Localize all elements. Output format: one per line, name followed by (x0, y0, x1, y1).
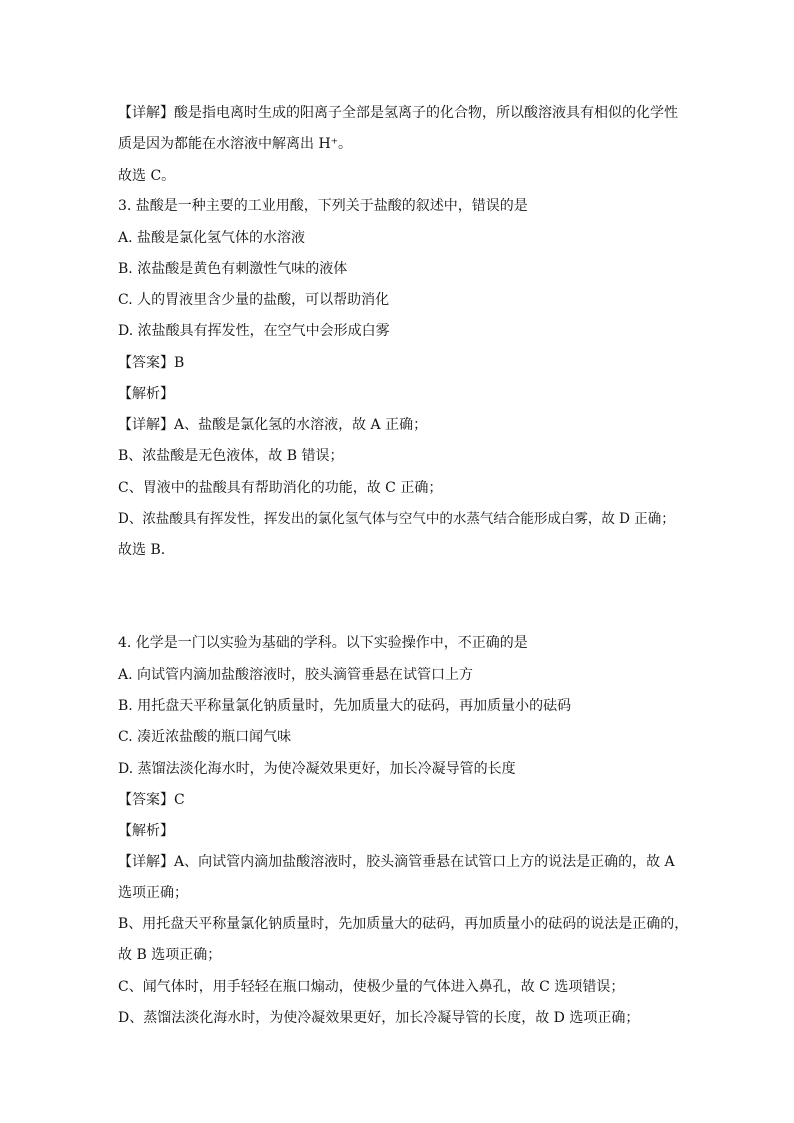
question-4-stem: 4. 化学是一门以实验为基础的学科。以下实验操作中，不正确的是 (118, 635, 528, 651)
question-3-option-a: A. 盐酸是氯化氢气体的水溶液 (118, 230, 306, 246)
question-4-analysis-line: 【详解】A、向试管内滴加盐酸溶液时，胶头滴管垂悬在试管口上方的说法是正确的，故 A (118, 854, 675, 870)
question-4-analysis-line: C、闻气体时，用手轻轻在瓶口煽动，使极少量的气体进入鼻孔，故 C 选项错误； (118, 979, 625, 995)
question-4-option-a: A. 向试管内滴加盐酸溶液时，胶头滴管垂悬在试管口上方 (118, 667, 474, 683)
question-4-option-d: D. 蒸馏法淡化海水时，为使冷凝效果更好，加长冷凝导管的长度 (118, 761, 516, 777)
question-3-option-d: D. 浓盐酸具有挥发性，在空气中会形成白雾 (118, 323, 390, 339)
question-3-analysis-line: C、胃液中的盐酸具有帮助消化的功能，故 C 正确； (118, 480, 443, 496)
question-4-analysis-heading: 【解析】 (118, 823, 174, 839)
question-3-analysis-line: D、浓盐酸具有挥发性，挥发出的氯化氢气体与空气中的水蒸气结合能形成白雾，故 D 正确； (118, 511, 675, 527)
question-4-option-c: C. 凑近浓盐酸的瓶口闻气味 (118, 729, 292, 745)
question-3-analysis-line: 故选 B. (118, 542, 166, 558)
conclusion-text: 故选 C。 (118, 168, 176, 184)
detail-text-line: 【详解】酸是指电离时生成的阳离子全部是氢离子的化合物，所以酸溶液具有相似的化学性 (118, 105, 678, 121)
question-4-answer: 【答案】C (118, 792, 185, 808)
question-3-analysis-line: B、浓盐酸是无色液体，故 B 错误； (118, 448, 344, 464)
question-3-option-c: C. 人的胃液里含少量的盐酸，可以帮助消化 (118, 292, 390, 308)
question-4-analysis-line: B、用托盘天平称量氯化钠质量时，先加质量大的砝码，再加质量小的砝码的说法是正确的， (118, 916, 689, 932)
question-3-analysis-heading: 【解析】 (118, 386, 174, 402)
detail-text-line: 质是因为都能在水溶液中解离出 H⁺。 (118, 136, 353, 152)
question-4-analysis-line: 选项正确； (118, 885, 188, 901)
question-3-answer: 【答案】B (118, 355, 185, 371)
question-3-option-b: B. 浓盐酸是黄色有刺激性气味的液体 (118, 261, 348, 277)
question-4-option-b: B. 用托盘天平称量氯化钠质量时，先加质量大的砝码，再加质量小的砝码 (118, 698, 572, 714)
question-4-analysis-line: 故 B 选项正确； (118, 947, 222, 963)
question-3-stem: 3. 盐酸是一种主要的工业用酸，下列关于盐酸的叙述中，错误的是 (118, 198, 528, 214)
question-3-analysis-line: 【详解】A、盐酸是氯化氢的水溶液，故 A 正确； (118, 417, 428, 433)
question-4-analysis-line: D、蒸馏法淡化海水时，为使冷凝效果更好，加长冷凝导管的长度，故 D 选项正确； (118, 1010, 640, 1026)
